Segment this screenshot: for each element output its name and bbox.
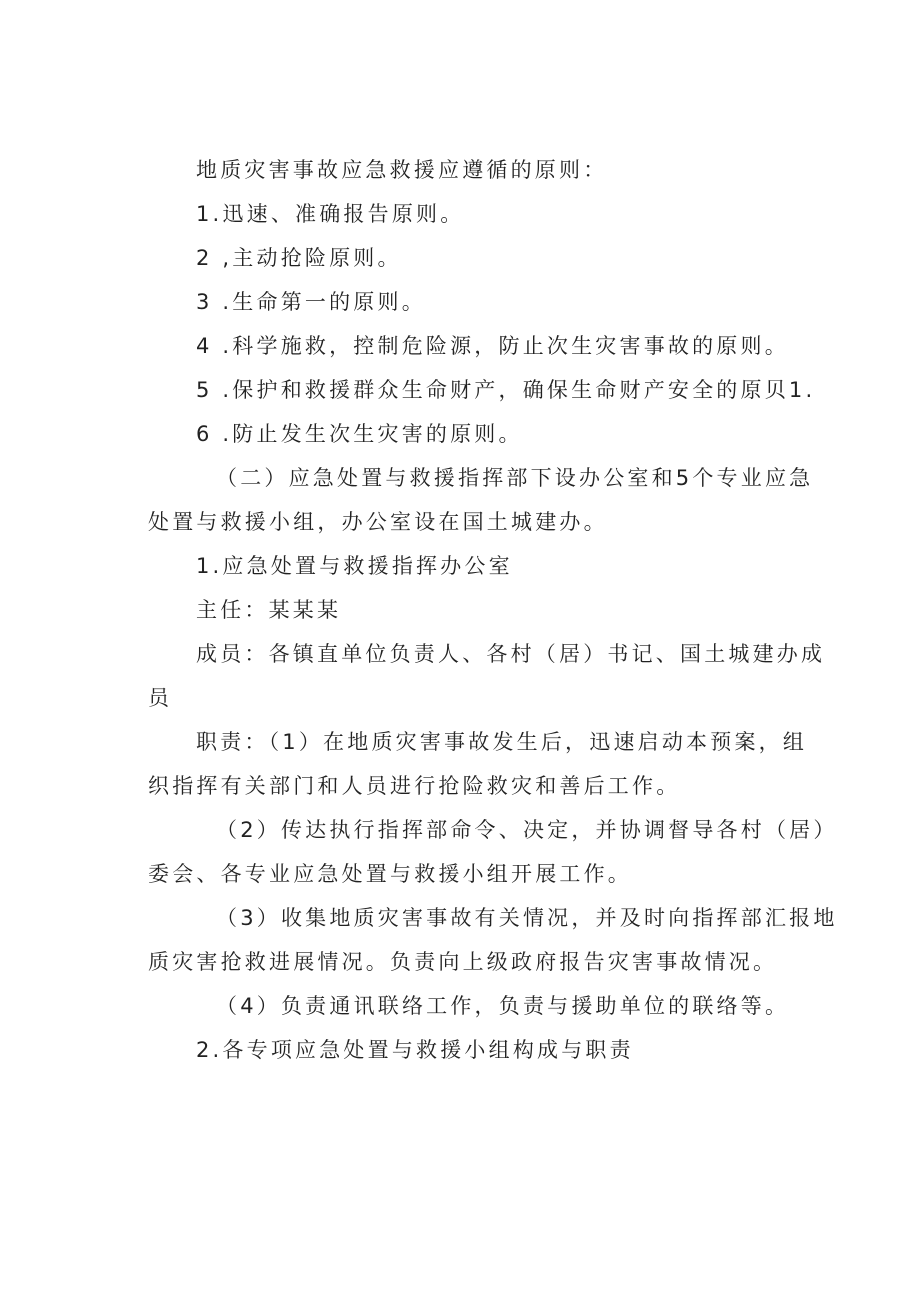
duty-2-line-2: 委会、各专业应急处置与救援小组开展工作。: [148, 862, 632, 886]
principle-4: 4 .科学施救，控制危险源，防止次生灾害事故的原则。: [196, 334, 789, 358]
section-2-paragraph-line-1: （二）应急处置与救援指挥部下设办公室和5个专业应急: [216, 466, 814, 490]
members-line-1: 成员：各镇直单位负责人、各村（居）书记、国土城建办成: [196, 642, 826, 666]
principles-heading: 地质灾害事故应急救援应遵循的原则：: [196, 158, 608, 182]
duty-3-line-2: 质灾害抢救进展情况。负责向上级政府报告灾害事故情况。: [148, 950, 778, 974]
section-2-paragraph-line-2: 处置与救援小组，办公室设在国土城建办。: [148, 510, 608, 534]
principle-6: 6 .防止发生次生灾害的原则。: [196, 422, 523, 446]
director-line: 主任：某某某: [196, 598, 342, 622]
office-heading: 1.应急处置与救援指挥办公室: [196, 554, 513, 578]
principle-2: 2 ,主动抢险原则。: [196, 246, 402, 270]
principle-5: 5 .保护和救援群众生命财产，确保生命财产安全的原贝1.: [196, 378, 816, 402]
duty-4-line: （4）负责通讯联络工作，负责与援助单位的联络等。: [216, 994, 790, 1018]
principle-1: 1.迅速、准确报告原则。: [196, 202, 465, 226]
duty-3-line-1: （3）收集地质灾害事故有关情况，并及时向指挥部汇报地: [216, 906, 838, 930]
subgroups-heading: 2.各专项应急处置与救援小组构成与职责: [196, 1038, 634, 1062]
principle-3: 3 .生命第一的原则。: [196, 290, 426, 314]
duty-2-line-1: （2）传达执行指挥部命令、决定，并协调督导各村（居）: [216, 818, 838, 842]
duty-1-line-2: 织指挥有关部门和人员进行抢险救灾和善后工作。: [148, 774, 681, 798]
members-line-2: 员: [148, 686, 173, 710]
duty-1-line-1: 职责：（1）在地质灾害事故发生后，迅速启动本预案，组: [196, 730, 808, 754]
